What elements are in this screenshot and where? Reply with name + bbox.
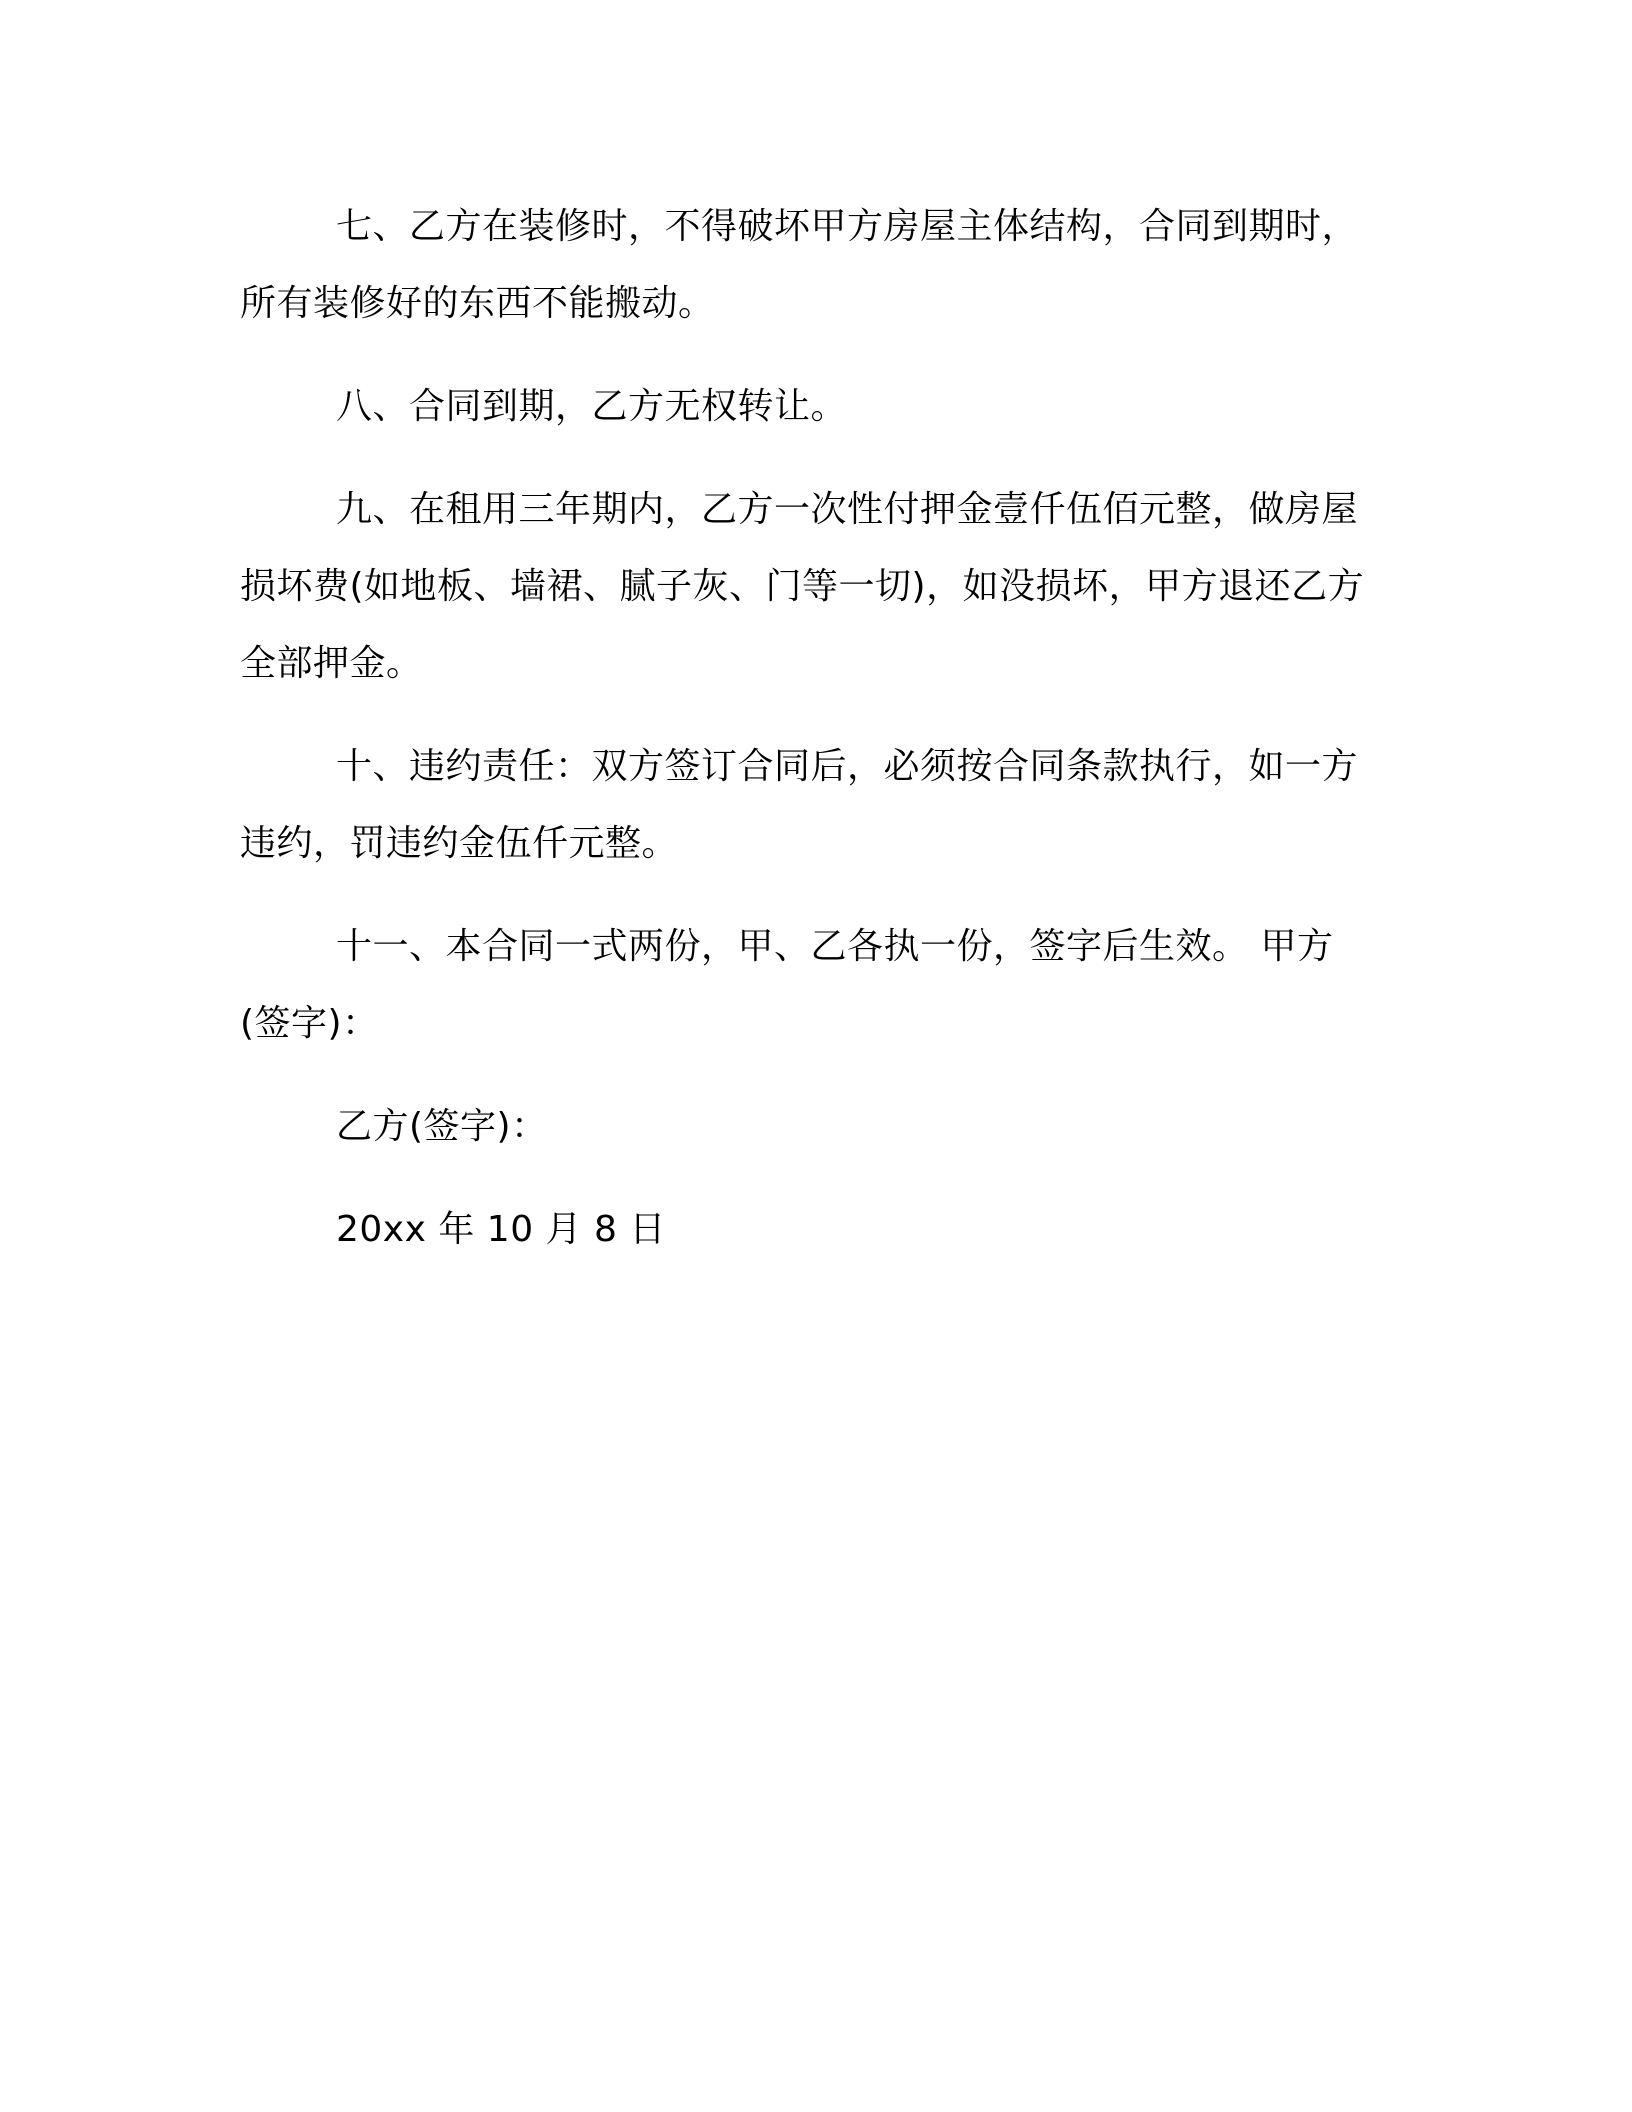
document-body [240, 188, 1375, 1294]
clause-ten: 十、违约责任：双方签订合同后，必须按合同条款执行，如一方违约，罚违约金伍仟元整。 [240, 746, 1359, 864]
contract-date: 20xx 年 10 月 8 日 [336, 1209, 666, 1250]
clause-eleven: 十一、本合同一式两份，甲、乙各执一份，签字后生效。 甲方(签字)： [240, 926, 1334, 1044]
clause-nine: 九、在租用三年期内，乙方一次性付押金壹仟伍佰元整，做房屋损坏费(如地板、墙裙、腻子灰、门等一切)，如没损坏，甲方退还乙方全部押金。 [240, 489, 1365, 684]
clause-eight: 八、合同到期，乙方无权转让。 [336, 386, 848, 427]
party-b-signature: 乙方(签字)： [336, 1106, 548, 1147]
clause-seven: 七、乙方在装修时，不得破坏甲方房屋主体结构，合同到期时，所有装修好的东西不能搬动。 [240, 206, 1359, 324]
